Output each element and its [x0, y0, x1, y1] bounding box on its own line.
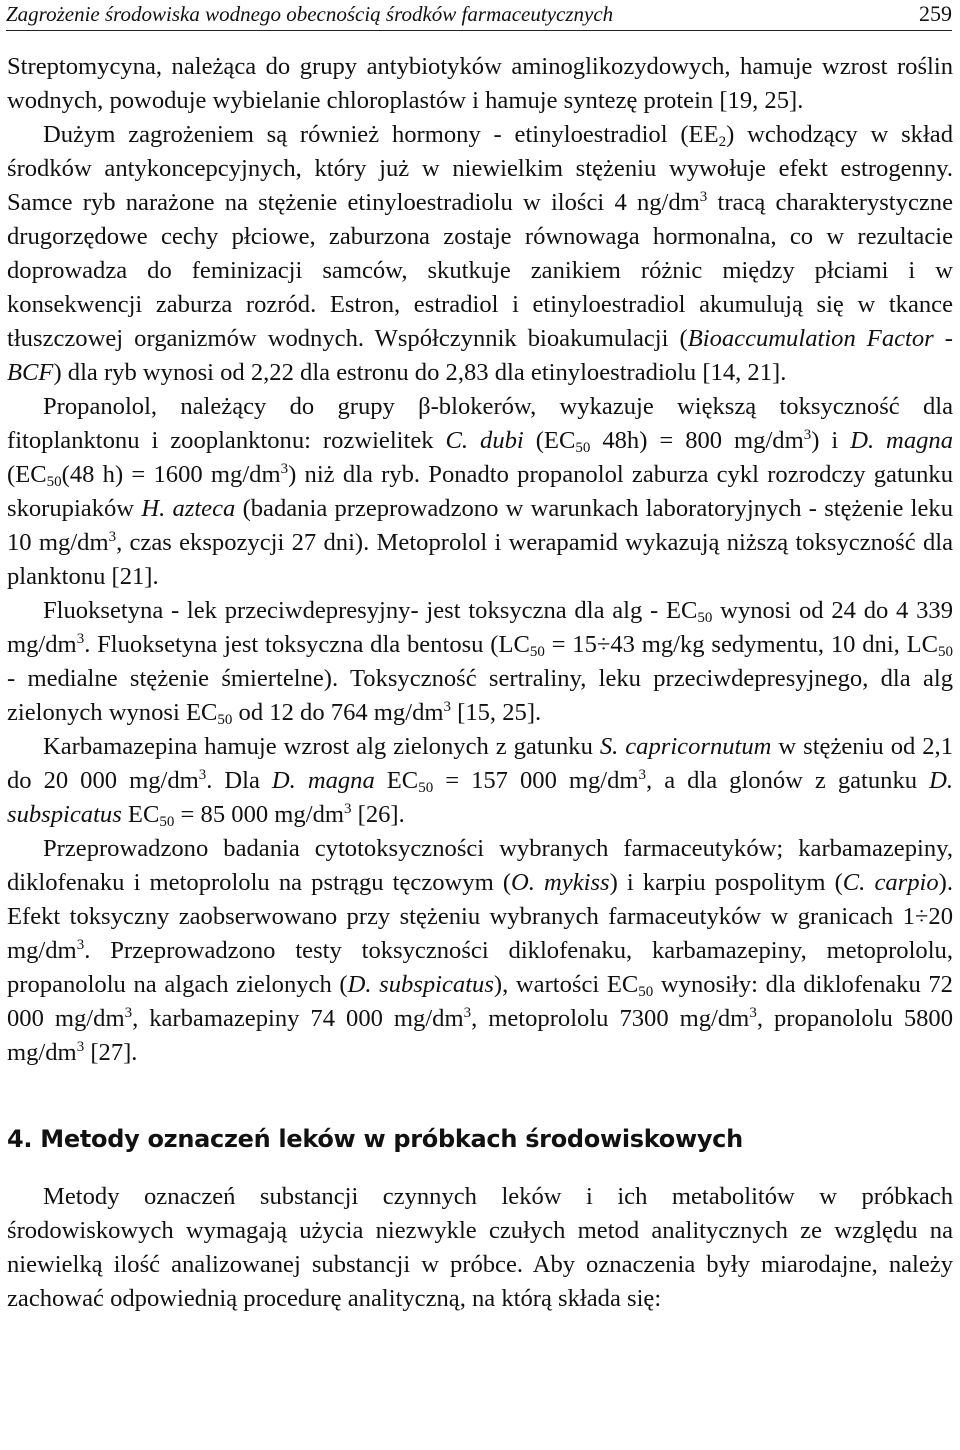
text-run: [27].: [84, 1039, 138, 1066]
text-run: . Dla: [206, 767, 272, 794]
text-run: , karbamazepiny 74 000 mg/dm: [132, 1005, 464, 1032]
subscript: 50: [159, 814, 175, 830]
text-run: , a dla glonów z gatunku: [646, 767, 930, 794]
italic-text: D. subspicatus: [7, 767, 953, 828]
superscript: 3: [699, 189, 708, 205]
text-run: od 12 do 764 mg/dm: [232, 699, 444, 726]
text-run: = 157 000 mg/dm: [433, 767, 639, 794]
text-run: [26].: [351, 801, 405, 828]
superscript: 3: [344, 801, 352, 817]
text-run: = 15÷43 mg/kg sedymentu, 10 dni, LC: [544, 631, 938, 658]
superscript: 3: [443, 699, 451, 715]
italic-text: D. subspicatus: [347, 971, 494, 998]
paragraph: [7, 390, 953, 594]
text-run: (badania przeprowadzono w warunkach laboratoryjnych - stężenie leku 10 mg/dm: [7, 495, 953, 556]
text-run: (EC: [523, 427, 576, 454]
paragraph: [7, 118, 953, 390]
text-run: 48h) = 800 mg/dm: [590, 427, 804, 454]
section-paragraph-list: [7, 1180, 953, 1316]
section-spacer: [7, 1070, 953, 1104]
text-run: Metody oznaczeń substancji czynnych leków i ich metabolitów w próbkach środowiskowych wymagają użycia niezwykle czułych metod analitycznych ze względu na niewielką ilość analizowanej substancji w próbce. Aby oznaczenia były miarodajne, należy zachować odpowiednią procedurę analityczną, na którą składa się:: [7, 1183, 953, 1312]
italic-text: H. azteca: [141, 495, 236, 522]
text-run: Streptomycyna, należąca do grupy antybiotyków aminoglikozydowych, hamuje wzrost roślin wodnych, powoduje wybielanie chloroplastów i hamuje syntezę protein [19, 25].: [7, 53, 953, 114]
text-run: EC: [374, 767, 419, 794]
text-run: ), wartości EC: [493, 971, 639, 998]
italic-text: S. capricornutum: [599, 733, 772, 760]
page-body: [7, 50, 953, 1316]
paragraph: [7, 832, 953, 1070]
text-run: EC: [121, 801, 160, 828]
subscript: 2: [718, 134, 727, 150]
text-run: ) i: [811, 427, 851, 454]
text-run: = 85 000 mg/dm: [174, 801, 344, 828]
superscript: 3: [749, 1005, 757, 1021]
text-run: w stężeniu od 2,1 do 20 000 mg/dm: [7, 733, 954, 794]
subscript: 50: [697, 610, 713, 626]
subscript: 50: [217, 712, 233, 728]
text-run: Karbamazepina hamuje wzrost alg zielonych z gatunku: [43, 733, 600, 760]
superscript: 3: [463, 1005, 472, 1021]
text-run: Propanolol, należący do grupy β-blokerów, wykazuje większą toksyczność dla fitoplanktonu i zooplanktonu: rozwielitek: [7, 393, 953, 454]
text-run: (48 h) = 1600 mg/dm: [61, 461, 281, 488]
text-run: ) niż dla ryb. Ponadto propanolol zaburza cykl rozrodczy gatunku skorupiaków: [7, 461, 953, 522]
subscript: 50: [418, 780, 434, 796]
paragraph: [7, 594, 953, 730]
text-run: wynosi od 24 do 4 339 mg/dm: [7, 597, 953, 658]
paragraph: [7, 50, 953, 118]
superscript: 3: [76, 631, 85, 647]
page-number: 259: [919, 1, 952, 26]
text-run: wynosiły: dla diklofenaku 72 000 mg/dm: [7, 971, 953, 1032]
text-run: . Przeprowadzono testy toksyczności diklofenaku, karbamazepiny, metoprololu, propanololu na algach zielonych (: [7, 937, 953, 998]
subscript: 50: [638, 984, 654, 1000]
text-run: , metoprololu 7300 mg/dm: [471, 1005, 750, 1032]
paragraph-list: [7, 50, 953, 1070]
subscript: 50: [529, 644, 545, 660]
subscript: 50: [46, 474, 62, 490]
text-run: , czas ekspozycji 27 dni). Metoprolol i werapamid wykazują niższą toksyczność dla planktonu [21].: [7, 529, 953, 590]
superscript: 3: [803, 427, 812, 443]
text-run: ). Efekt toksyczny zaobserwowano przy stężeniu wybranych farmaceutyków w granicach 1÷20 mg/dm: [7, 869, 953, 964]
running-header: [6, 0, 952, 31]
paragraph: [7, 1180, 953, 1316]
italic-text: Bioaccumulation Factor - BCF: [7, 325, 953, 386]
text-run: ) dla ryb wynosi od 2,22 dla estronu do 2,83 dla etinyloestradiolu [14, 21].: [53, 359, 787, 386]
text-run: (EC: [7, 461, 47, 488]
text-run: . Fluoksetyna jest toksyczna dla bentosu (LC: [84, 631, 530, 658]
text-run: ) wchodzący w skład środków antykoncepcyjnych, który już w niewielkim stężeniu wywołuje efekt estrogenny. Samce ryb narażone na stężenie etinyloestradiolu w ilości 4 ng/dm: [7, 121, 953, 216]
text-run: [15, 25].: [451, 699, 542, 726]
italic-text: O. mykiss: [511, 869, 610, 896]
superscript: 3: [76, 1039, 85, 1055]
text-run: ) i karpiu pospolitym (: [609, 869, 843, 896]
text-run: Fluoksetyna - lek przeciwdepresyjny- jest toksyczna dla alg - EC: [43, 597, 698, 624]
text-run: Przeprowadzono badania cytotoksyczności wybranych farmaceutyków; karbamazepiny, diklofenaku i metoprololu na pstrągu tęczowym (: [7, 835, 953, 896]
text-run: , propanololu 5800 mg/dm: [7, 1005, 954, 1066]
superscript: 3: [108, 529, 117, 545]
subscript: 50: [938, 644, 953, 660]
italic-text: C. dubi: [445, 427, 524, 454]
superscript: 3: [76, 937, 85, 953]
running-title: Zagrożenie środowiska wodnego obecnością środków farmaceutycznych: [6, 2, 614, 26]
italic-text: C. carpio: [842, 869, 939, 896]
text-run: Dużym zagrożeniem są również hormony - etinyloestradiol (EE: [43, 121, 719, 148]
italic-text: D. magna: [850, 427, 954, 454]
text-run: - medialne stężenie śmiertelne). Toksyczność sertraliny, leku przeciwdepresyjnego, dla alg zielonych wynosi EC: [7, 665, 953, 726]
subscript: 50: [575, 440, 591, 456]
paragraph: [7, 730, 953, 832]
superscript: 3: [638, 767, 647, 783]
superscript: 3: [198, 767, 207, 783]
section-heading: 4. Metody oznaczeń leków w próbkach środowiskowych: [7, 1125, 743, 1153]
superscript: 3: [280, 461, 289, 477]
italic-text: D. magna: [271, 767, 375, 794]
text-run: tracą charakterystyczne drugorzędowe cechy płciowe, zaburzona zostaje równowaga hormonalna, co w rezultacie doprowadza do feminizacji samców, skutkuje zanikiem różnic między płciami i w konsekwencji zaburza rozród. Estron, estradiol i etinyloestradiol akumulują się w tkance tłuszczowej organizmów wodnych. Współczynnik bioakumulacji (: [7, 189, 953, 352]
superscript: 3: [124, 1005, 133, 1021]
